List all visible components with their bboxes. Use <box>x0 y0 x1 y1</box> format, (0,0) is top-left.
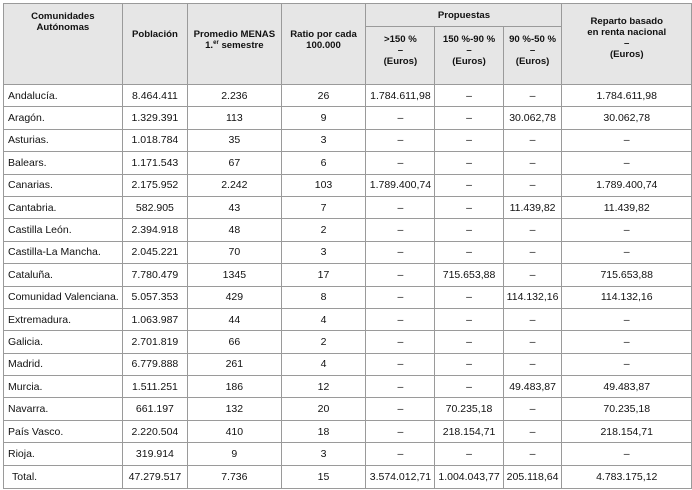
cell-reparto: 11.439,82 <box>562 196 692 218</box>
cell-total-p90-50: 205.118,64 <box>503 465 562 488</box>
cell-p150: – <box>366 376 435 398</box>
cell-comunidad: Galicia. <box>4 331 123 353</box>
cell-ratio: 2 <box>281 331 366 353</box>
cell-p150: – <box>366 353 435 375</box>
cell-ratio: 9 <box>281 107 366 129</box>
cell-total-promedio: 7.736 <box>188 465 281 488</box>
cell-p150: – <box>366 398 435 420</box>
cell-poblacion: 1.063.987 <box>122 308 187 330</box>
cell-promedio: 2.242 <box>188 174 281 196</box>
cell-promedio: 44 <box>188 308 281 330</box>
cell-promedio: 2.236 <box>188 85 281 107</box>
cell-poblacion: 5.057.353 <box>122 286 187 308</box>
table-row <box>4 308 692 330</box>
cell-comunidad: Castilla León. <box>4 219 123 241</box>
cell-ratio: 8 <box>281 286 366 308</box>
cell-p150-90: – <box>435 443 503 465</box>
cell-promedio: 48 <box>188 219 281 241</box>
cell-ratio: 18 <box>281 420 366 442</box>
cell-p90-50: 49.483,87 <box>503 376 562 398</box>
cell-reparto: 30.062,78 <box>562 107 692 129</box>
cell-comunidad: Cantabria. <box>4 196 123 218</box>
cell-p150-90: – <box>435 174 503 196</box>
cell-poblacion: 8.464.411 <box>122 85 187 107</box>
header-propuesta-150: >150 % – (Euros) <box>366 27 435 85</box>
cell-poblacion: 661.197 <box>122 398 187 420</box>
cell-promedio: 43 <box>188 196 281 218</box>
cell-p90-50: – <box>503 219 562 241</box>
table-row <box>4 152 692 174</box>
cell-ratio: 6 <box>281 152 366 174</box>
cell-p90-50: 30.062,78 <box>503 107 562 129</box>
cell-p90-50: – <box>503 398 562 420</box>
cell-p150-90: – <box>435 376 503 398</box>
cell-ratio: 17 <box>281 264 366 286</box>
cell-p150: – <box>366 219 435 241</box>
cell-poblacion: 1.171.543 <box>122 152 187 174</box>
cell-ratio: 4 <box>281 308 366 330</box>
cell-comunidad: Castilla-La Mancha. <box>4 241 123 263</box>
cell-promedio: 35 <box>188 129 281 151</box>
cell-p150: – <box>366 286 435 308</box>
table-row <box>4 85 692 107</box>
cell-p90-50: – <box>503 443 562 465</box>
table-row <box>4 331 692 353</box>
cell-ratio: 26 <box>281 85 366 107</box>
cell-promedio: 410 <box>188 420 281 442</box>
table-row <box>4 219 692 241</box>
cell-p150-90: – <box>435 85 503 107</box>
reparto-table-container <box>3 3 692 489</box>
cell-ratio: 3 <box>281 241 366 263</box>
cell-comunidad: Murcia. <box>4 376 123 398</box>
total-row <box>4 465 692 488</box>
cell-p150-90: 715.653,88 <box>435 264 503 286</box>
cell-p150: – <box>366 443 435 465</box>
cell-p150: 1.784.611,98 <box>366 85 435 107</box>
table-row <box>4 264 692 286</box>
cell-comunidad: Balears. <box>4 152 123 174</box>
cell-ratio: 2 <box>281 219 366 241</box>
cell-total-p150: 3.574.012,71 <box>366 465 435 488</box>
cell-promedio: 132 <box>188 398 281 420</box>
cell-p150: – <box>366 152 435 174</box>
header-propuestas: Propuestas <box>366 4 562 27</box>
cell-promedio: 67 <box>188 152 281 174</box>
table-body <box>4 85 692 489</box>
cell-ratio: 7 <box>281 196 366 218</box>
cell-p90-50: – <box>503 331 562 353</box>
table-row <box>4 398 692 420</box>
cell-p150: – <box>366 107 435 129</box>
cell-p150-90: – <box>435 286 503 308</box>
cell-poblacion: 2.701.819 <box>122 331 187 353</box>
cell-comunidad: País Vasco. <box>4 420 123 442</box>
cell-reparto: 1.789.400,74 <box>562 174 692 196</box>
cell-ratio: 3 <box>281 129 366 151</box>
cell-comunidad: Andalucía. <box>4 85 123 107</box>
cell-comunidad: Rioja. <box>4 443 123 465</box>
cell-p90-50: – <box>503 85 562 107</box>
cell-ratio: 20 <box>281 398 366 420</box>
cell-p150: – <box>366 196 435 218</box>
table-row <box>4 129 692 151</box>
cell-total-label: Total. <box>4 465 123 488</box>
header-comunidades: Comunidades Autónomas <box>4 4 123 85</box>
cell-promedio: 113 <box>188 107 281 129</box>
cell-poblacion: 7.780.479 <box>122 264 187 286</box>
reparto-table <box>3 3 692 489</box>
cell-p90-50: – <box>503 152 562 174</box>
cell-reparto: – <box>562 129 692 151</box>
cell-p90-50: – <box>503 129 562 151</box>
cell-ratio: 3 <box>281 443 366 465</box>
cell-poblacion: 2.394.918 <box>122 219 187 241</box>
cell-p150: – <box>366 129 435 151</box>
header-poblacion: Población <box>122 4 187 85</box>
cell-reparto: 114.132,16 <box>562 286 692 308</box>
cell-ratio: 4 <box>281 353 366 375</box>
cell-total-ratio: 15 <box>281 465 366 488</box>
cell-poblacion: 2.175.952 <box>122 174 187 196</box>
cell-reparto: – <box>562 353 692 375</box>
cell-p150-90: – <box>435 129 503 151</box>
cell-p150: – <box>366 420 435 442</box>
cell-comunidad: Asturias. <box>4 129 123 151</box>
cell-p150-90: 218.154,71 <box>435 420 503 442</box>
cell-poblacion: 1.329.391 <box>122 107 187 129</box>
cell-comunidad: Madrid. <box>4 353 123 375</box>
cell-promedio: 429 <box>188 286 281 308</box>
cell-comunidad: Comunidad Valenciana. <box>4 286 123 308</box>
cell-p150-90: – <box>435 331 503 353</box>
cell-p150-90: – <box>435 152 503 174</box>
cell-comunidad: Canarias. <box>4 174 123 196</box>
table-row <box>4 196 692 218</box>
table-row <box>4 286 692 308</box>
table-row <box>4 107 692 129</box>
cell-p90-50: – <box>503 308 562 330</box>
cell-reparto: – <box>562 308 692 330</box>
cell-reparto: 218.154,71 <box>562 420 692 442</box>
cell-p150: 1.789.400,74 <box>366 174 435 196</box>
cell-p90-50: – <box>503 264 562 286</box>
cell-reparto: 1.784.611,98 <box>562 85 692 107</box>
cell-p150: – <box>366 331 435 353</box>
cell-poblacion: 319.914 <box>122 443 187 465</box>
cell-reparto: 49.483,87 <box>562 376 692 398</box>
header-reparto: Reparto basado en renta nacional – (Euros) <box>562 4 692 85</box>
header-ratio: Ratio por cada 100.000 <box>281 4 366 85</box>
cell-poblacion: 1.511.251 <box>122 376 187 398</box>
cell-p90-50: – <box>503 353 562 375</box>
cell-p150: – <box>366 308 435 330</box>
cell-comunidad: Aragón. <box>4 107 123 129</box>
cell-reparto: – <box>562 241 692 263</box>
table-row <box>4 376 692 398</box>
cell-p90-50: 11.439,82 <box>503 196 562 218</box>
cell-poblacion: 1.018.784 <box>122 129 187 151</box>
cell-p150-90: – <box>435 219 503 241</box>
cell-p90-50: 114.132,16 <box>503 286 562 308</box>
cell-p90-50: – <box>503 420 562 442</box>
cell-p150-90: – <box>435 196 503 218</box>
cell-poblacion: 582.905 <box>122 196 187 218</box>
cell-reparto: 70.235,18 <box>562 398 692 420</box>
cell-p150: – <box>366 264 435 286</box>
cell-p150: – <box>366 241 435 263</box>
cell-comunidad: Cataluña. <box>4 264 123 286</box>
cell-total-poblacion: 47.279.517 <box>122 465 187 488</box>
cell-promedio: 186 <box>188 376 281 398</box>
cell-poblacion: 2.045.221 <box>122 241 187 263</box>
cell-promedio: 261 <box>188 353 281 375</box>
cell-promedio: 1345 <box>188 264 281 286</box>
cell-reparto: – <box>562 219 692 241</box>
table-row <box>4 443 692 465</box>
cell-reparto: – <box>562 331 692 353</box>
cell-reparto: – <box>562 152 692 174</box>
cell-promedio: 70 <box>188 241 281 263</box>
cell-reparto: 715.653,88 <box>562 264 692 286</box>
table-row <box>4 353 692 375</box>
table-row <box>4 174 692 196</box>
cell-reparto: – <box>562 443 692 465</box>
header-propuesta-150-90: 150 %-90 % – (Euros) <box>435 27 503 85</box>
cell-total-reparto: 4.783.175,12 <box>562 465 692 488</box>
header-promedio: Promedio MENAS 1.$^{er}$ semestre <box>188 4 281 85</box>
cell-poblacion: 6.779.888 <box>122 353 187 375</box>
cell-p150-90: – <box>435 107 503 129</box>
cell-ratio: 12 <box>281 376 366 398</box>
cell-promedio: 9 <box>188 443 281 465</box>
cell-promedio: 66 <box>188 331 281 353</box>
cell-comunidad: Extremadura. <box>4 308 123 330</box>
cell-p150-90: – <box>435 308 503 330</box>
table-row <box>4 241 692 263</box>
cell-poblacion: 2.220.504 <box>122 420 187 442</box>
cell-p90-50: – <box>503 241 562 263</box>
cell-comunidad: Navarra. <box>4 398 123 420</box>
table-header <box>4 4 692 85</box>
cell-p150-90: – <box>435 241 503 263</box>
cell-p150-90: 70.235,18 <box>435 398 503 420</box>
cell-p90-50: – <box>503 174 562 196</box>
cell-total-p150-90: 1.004.043,77 <box>435 465 503 488</box>
cell-ratio: 103 <box>281 174 366 196</box>
table-row <box>4 420 692 442</box>
cell-p150-90: – <box>435 353 503 375</box>
header-propuesta-90-50: 90 %-50 % – (Euros) <box>503 27 562 85</box>
